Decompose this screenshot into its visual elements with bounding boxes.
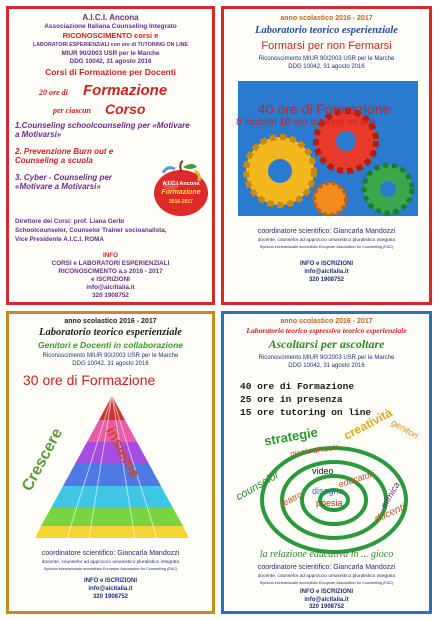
panel-aici-ancona bbox=[6, 6, 215, 305]
apple-logo bbox=[149, 159, 213, 219]
panel1-item1: 1.Counseling schoolcounseling per «Motivare a Motivarsi» bbox=[15, 121, 190, 140]
apple-line1: A.I.C.I Ancona bbox=[162, 181, 200, 187]
panel2-coord-diploma: Diploma internazionale accreditato European Association for Counselling (EAC) bbox=[259, 245, 394, 249]
panel3-subtitle: Genitori e Docenti in collaborazione bbox=[38, 340, 183, 350]
panel4-email[interactable]: info@aicitalia.it bbox=[304, 597, 349, 603]
panel2-miur: Riconoscimento MIUR 90/2003 USR per le Marche bbox=[258, 56, 395, 62]
panel1-info1: CORSI e LABORATORI ESPERIENZIALI bbox=[51, 260, 170, 267]
word-poesia: poesia bbox=[316, 498, 343, 508]
panel4-slogan: Ascoltarsi per ascoltare bbox=[268, 337, 385, 351]
panel4-ddg: DDG 10042, 31 agosto 2016 bbox=[288, 363, 365, 369]
panel1-director: Direttore dei Corsi: prof. Liana Gerbi bbox=[15, 218, 125, 225]
panel2-coord-desc: docente, counselor ad approccio umanistico pluralistico integrato bbox=[257, 238, 396, 243]
word-disegno: disegno bbox=[312, 486, 344, 496]
panel3-word-left: Crescere bbox=[19, 425, 67, 494]
panel3-info: INFO e ISCRIZIONI bbox=[83, 578, 137, 584]
word-strategie: strategie bbox=[262, 424, 319, 449]
panel1-labs: LABORATORI ESPERIENZIALI con ore di TUTORING ON LINE bbox=[32, 42, 189, 48]
panel1-per-small: per ciascun bbox=[53, 106, 91, 115]
panel2-coordinator: coordinatore scientifico: Giancarla Mandozzi bbox=[257, 228, 396, 235]
word-video: video bbox=[312, 466, 334, 476]
panel-formarsi bbox=[221, 6, 432, 305]
panel2-info: INFO e ISCRIZIONI bbox=[299, 261, 353, 267]
panel1-item3: 3. Cyber - Counseling per «Motivare a Motivarsi» bbox=[15, 173, 112, 192]
panel-genitori-docenti bbox=[6, 311, 215, 614]
panel2-hours: 40 ore di Formazione bbox=[258, 101, 391, 117]
pyramid-image bbox=[27, 392, 197, 542]
panel3-word-right: insieme bbox=[101, 424, 144, 482]
panel-ascoltarsi bbox=[221, 311, 432, 614]
panel1-director-role: Schoolcounselor, Counselor Trainer socioanalista, bbox=[15, 227, 167, 234]
panel4-phone: 320 1908752 bbox=[308, 604, 345, 610]
word-giochi: giochi di ruolo bbox=[289, 442, 340, 459]
panel1-email[interactable]: info@aiciltalia.it bbox=[86, 284, 135, 291]
panel1-course-title: Corsi di Formazione per Docenti bbox=[45, 67, 176, 77]
panel4-coord-desc: docente, counselor ad approccio umanistico pluralistico integrato bbox=[257, 574, 396, 579]
panel3-phone: 320 1908752 bbox=[92, 594, 129, 600]
word-counselor: counselor bbox=[234, 468, 282, 504]
panel4-info: INFO e ISCRIZIONI bbox=[299, 589, 353, 595]
panel2-meetings: 8 incontri 16 ore tutoring on line bbox=[236, 117, 377, 128]
panel4-hours3: 15 ore tutoring on line bbox=[240, 407, 372, 418]
panel1-info2: RICONOSCIMENTO a.s 2016 - 2017 bbox=[58, 268, 163, 275]
panel3-hours: 30 ore di Formazione bbox=[23, 372, 156, 388]
panel1-director-role2: Vice Presidente A.I.C.I. ROMA bbox=[15, 236, 104, 243]
panel1-hours-block bbox=[35, 82, 205, 118]
panel3-miur: Riconoscimento MIUR 90/2003 USR per le Marche bbox=[42, 353, 179, 359]
panel1-hours-big: Formazione bbox=[83, 82, 168, 99]
panel1-title: A.I.C.I. Ancona bbox=[82, 13, 139, 22]
panel2-slogan: Formarsi per non Fermarsi bbox=[261, 40, 392, 52]
panel1-subtitle: Associazione Italiana Counseling Integrato bbox=[44, 23, 177, 30]
apple-line2: Formazione bbox=[161, 189, 201, 196]
panel3-year: anno scolastico 2016 - 2017 bbox=[64, 318, 157, 325]
panel3-coordinator: coordinatore scientifico: Giancarla Mandozzi bbox=[41, 550, 180, 557]
word-creativita: creatività bbox=[341, 405, 395, 443]
apple-line3: 2016-2017 bbox=[169, 199, 193, 205]
panel1-ddg: DDG 10042, 31 agosto 2016 bbox=[69, 58, 152, 65]
panel2-phone: 320 1908752 bbox=[308, 277, 345, 283]
panel4-year: anno scolastico 2016 - 2017 bbox=[280, 318, 373, 325]
panel4-coord-diploma: Diploma internazionale accreditato European Association for Counselling (EAC) bbox=[259, 581, 394, 585]
panel2-year: anno scolastico 2016 - 2017 bbox=[280, 15, 373, 22]
panel3-coord-diploma: Diploma internazionale accreditato European Association for Counselling (EAC) bbox=[43, 567, 178, 571]
panel1-hours-small: 20 ore di bbox=[39, 88, 68, 97]
panel1-phone: 320 1908752 bbox=[92, 292, 129, 299]
panel2-ddg: DDG 10042, 31 agosto 2016 bbox=[288, 64, 365, 70]
panel3-ddg: DDG 10042, 31 agosto 2016 bbox=[72, 361, 149, 367]
word-educatori: educatori bbox=[337, 468, 376, 490]
pyramid-illustration-icon bbox=[27, 392, 197, 542]
panel4-miur: Riconoscimento MIUR 90/2003 USR per le Marche bbox=[258, 355, 395, 361]
panel1-recognition: RICONOSCIMENTO corsi e bbox=[62, 31, 159, 40]
panel1-info3: e ISCRIZIONI bbox=[91, 276, 130, 283]
panel4-lab-title: Laboratorio teorico espressivo teorico esperienziale bbox=[246, 326, 407, 335]
word-teatro: teatro bbox=[278, 489, 304, 509]
panel3-coord-desc: docente, counselor ad approccio umanistico pluralistico integrato bbox=[41, 560, 180, 565]
panel1-info-title: INFO bbox=[102, 252, 119, 259]
panel4-coordinator: coordinatore scientifico: Giancarla Mandozzi bbox=[257, 564, 396, 571]
panel3-email[interactable]: info@aicitalia.it bbox=[88, 586, 133, 592]
word-mimica: mimica bbox=[378, 480, 402, 510]
word-genitori: genitori bbox=[389, 417, 421, 441]
panel4-hours1: 40 ore di Formazione bbox=[240, 381, 355, 392]
panel1-per-big: Corso bbox=[105, 101, 146, 117]
panel2-email[interactable]: info@aicitalia.it bbox=[304, 269, 349, 275]
panel2-lab-title: Laboratorio teorico esperienziale bbox=[255, 25, 398, 36]
word-docenti: docenti bbox=[373, 501, 407, 526]
panel4-hours2: 25 ore in presenza bbox=[240, 394, 343, 405]
panel4-tagline: la relazione educativa in ... gioco bbox=[259, 549, 394, 560]
panel1-miur: MIUR 90/2003 USR per le Marche bbox=[61, 50, 160, 57]
panel3-lab-title: Laboratorio teorico esperienziale bbox=[39, 327, 182, 338]
panel1-item2: 2. Prevenzione Burn out e Counseling a scuola bbox=[15, 147, 114, 166]
